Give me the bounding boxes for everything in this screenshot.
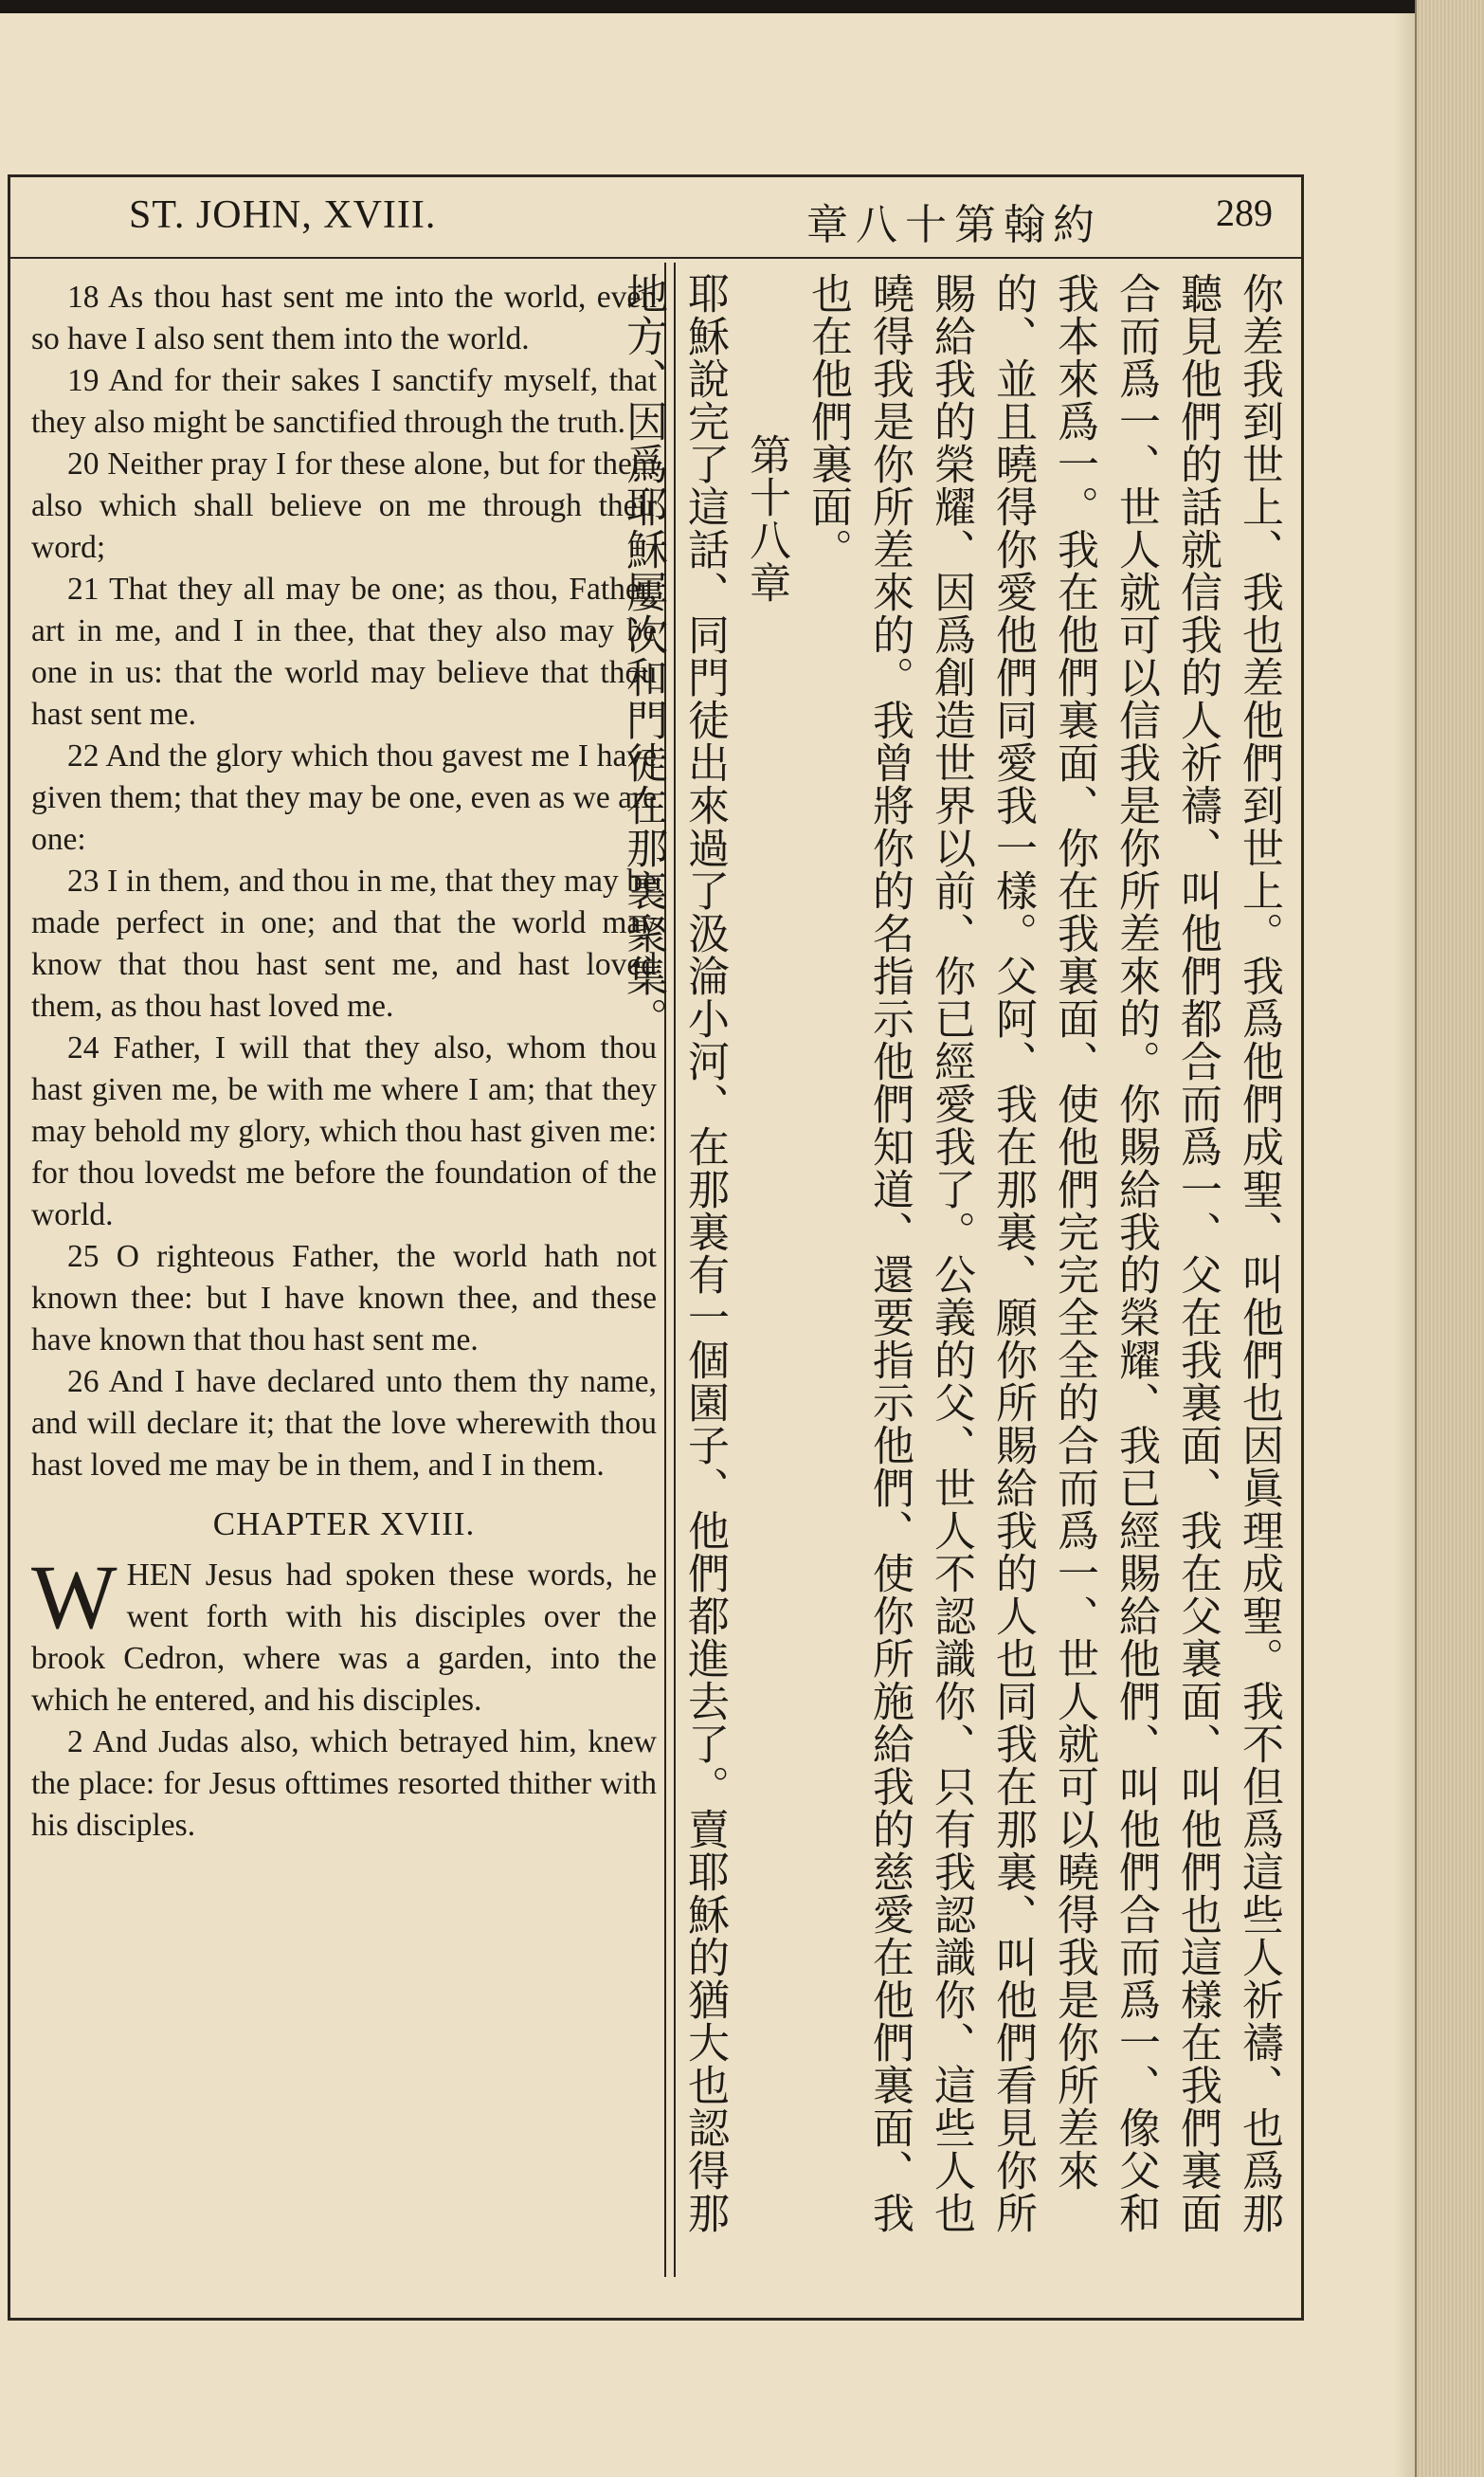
running-header — [10, 177, 1301, 259]
verse-17-25: 25 O righteous Father, the world hath not known thee: but I have known thee, and these have known that thou hast sent me. — [31, 1239, 657, 1357]
header-english-title: ST. JOHN, XVIII. — [129, 193, 437, 237]
page-frame — [8, 174, 1304, 2321]
verse-17-23: 23 I in them, and thou in me, that they may be made perfect in one; and that the world may know that thou hast sent me, and hast loved them, as thou hast loved me. — [31, 864, 657, 1024]
verse-18-1 — [31, 1546, 657, 1721]
page-number: 289 — [1216, 191, 1273, 234]
chinese-chapter-18-text: 耶穌說完了這話、同門徒出來過了汲淪小河、在那裏有一個園子、他們都進去了。賣耶穌的猶大也認得那地方、因爲耶穌屢次和門徒在那裏聚集。 — [619, 272, 729, 2234]
verse-18-2: 2 And Judas also, which betrayed him, knew the place: for Jesus ofttimes resorted thither with his disciples. — [31, 1724, 657, 1843]
page-edges — [1415, 0, 1484, 2477]
chinese-column — [619, 272, 1290, 2272]
chapter-heading-chinese: 第十八章 — [742, 433, 790, 604]
verse-17-20: 20 Neither pray I for these alone, but for them also which shall believe on me through their word; — [31, 446, 657, 565]
verse-17-21: 21 That they all may be one; as thou, Father, art in me, and I in thee, that they also may be one in us: that the world may believe that thou hast sent me. — [31, 572, 657, 732]
verse-17-22: 22 And the glory which thou gavest me I have given them; that they may be one, even as we are one: — [31, 738, 657, 857]
chapter-heading-english: CHAPTER XVIII. — [212, 1505, 476, 1542]
verse-17-18: 18 As thou hast sent me into the world, even so have I also sent them into the world. — [31, 280, 657, 356]
book-page — [0, 13, 1455, 2477]
english-column — [31, 277, 657, 1847]
chinese-chapter-17-text: 你差我到世上、我也差他們到世上。我爲他們成聖、叫他們也因眞理成聖。我不但爲這些人祈禱、也爲那聽見他們的話就信我的人祈禱、叫他們都合而爲一、父在我裏面、我在父裏面、叫他們也這樣在我們裏面合而爲一、世人就可以信我是你所差來的。你賜給我的榮耀、我已經賜給他們、叫他們合而爲一、像父和我本來爲一。我在他們裏面、你在我裏面、使他們完完全全的合而爲一、世人就可以曉得我是你所差來的、並且曉得你愛他們同愛我一樣。父阿、我在那裏、願你所賜給我的人也同我在那裏、叫他們看見你所賜給我的榮耀、因爲創造世界以前、你已經愛我了。公義的父、世人不認識你、只有我認識你、這些人也曉得我是你所差來的。我曾將你的名指示他們知道、還要指示他們、使你所施給我的慈愛在他們裏面、我也在他們裏面。 — [804, 272, 1283, 2234]
verse-18-1-text: HEN Jesus had spoken these words, he went forth with his disciples over the brook Cedron, where was a garden, into the which he entered, and his disciples. — [31, 1557, 657, 1718]
verse-17-24: 24 Father, I will that they also, whom thou hast given me, be with me where I am; that they may behold my glory, which thou hast given me: for thou lovedst me before the foundation of the world. — [31, 1030, 657, 1232]
verse-17-26: 26 And I have declared unto them thy name, and will declare it; that the love wherewith thou hast loved me may be in them, and I in them. — [31, 1364, 657, 1483]
verse-17-19: 19 And for their sakes I sanctify myself, that they also might be sanctified through the truth. — [31, 363, 657, 440]
header-chinese-title: 章八十第翰約 — [806, 201, 1102, 249]
drop-cap: W — [31, 1546, 118, 1648]
